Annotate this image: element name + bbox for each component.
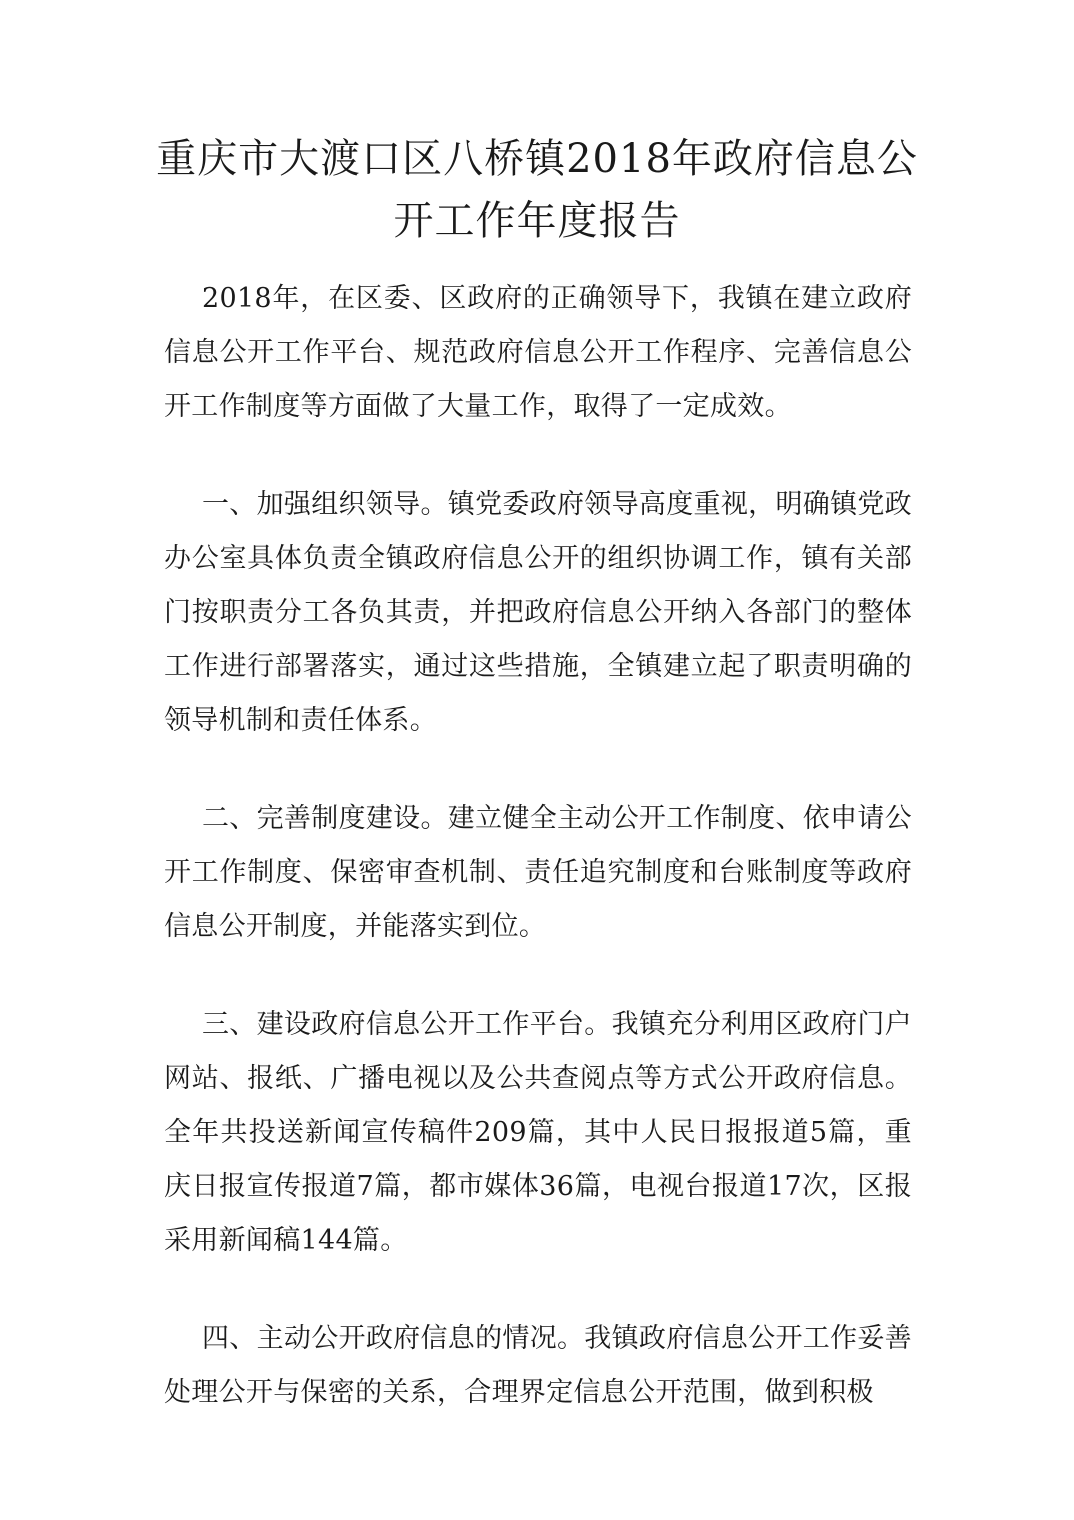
document-body: [164, 272, 912, 1464]
paragraph-section-4: 四、主动公开政府信息的情况。我镇政府信息公开工作妥善处理公开与保密的关系，合理界定信息公开范围，做到积极: [164, 1323, 912, 1408]
document-title: 重庆市大渡口区八桥镇2018年政府信息公开工作年度报告: [156, 136, 918, 244]
paragraph-section-2: 二、完善制度建设。建立健全主动公开工作制度、依申请公开工作制度、保密审查机制、责任追究制度和台账制度等政府信息公开制度，并能落实到位。: [164, 803, 912, 942]
paragraph-section-3: 三、建设政府信息公开工作平台。我镇充分利用区政府门户网站、报纸、广播电视以及公共查阅点等方式公开政府信息。全年共投送新闻宣传稿件209篇，其中人民日报报道5篇，重庆日报宣传报道7篇，都市媒体36篇，电视台报道17次，区报采用新闻稿144篇。: [164, 1009, 912, 1256]
paragraph-intro: 2018年，在区委、区政府的正确领导下，我镇在建立政府信息公开工作平台、规范政府信息公开工作程序、完善信息公开工作制度等方面做了大量工作，取得了一定成效。: [164, 283, 912, 422]
paragraph-section-1: 一、加强组织领导。镇党委政府领导高度重视，明确镇党政办公室具体负责全镇政府信息公开的组织协调工作，镇有关部门按职责分工各负其责，并把政府信息公开纳入各部门的整体工作进行部署落实，通过这些措施，全镇建立起了职责明确的领导机制和责任体系。: [164, 489, 912, 736]
